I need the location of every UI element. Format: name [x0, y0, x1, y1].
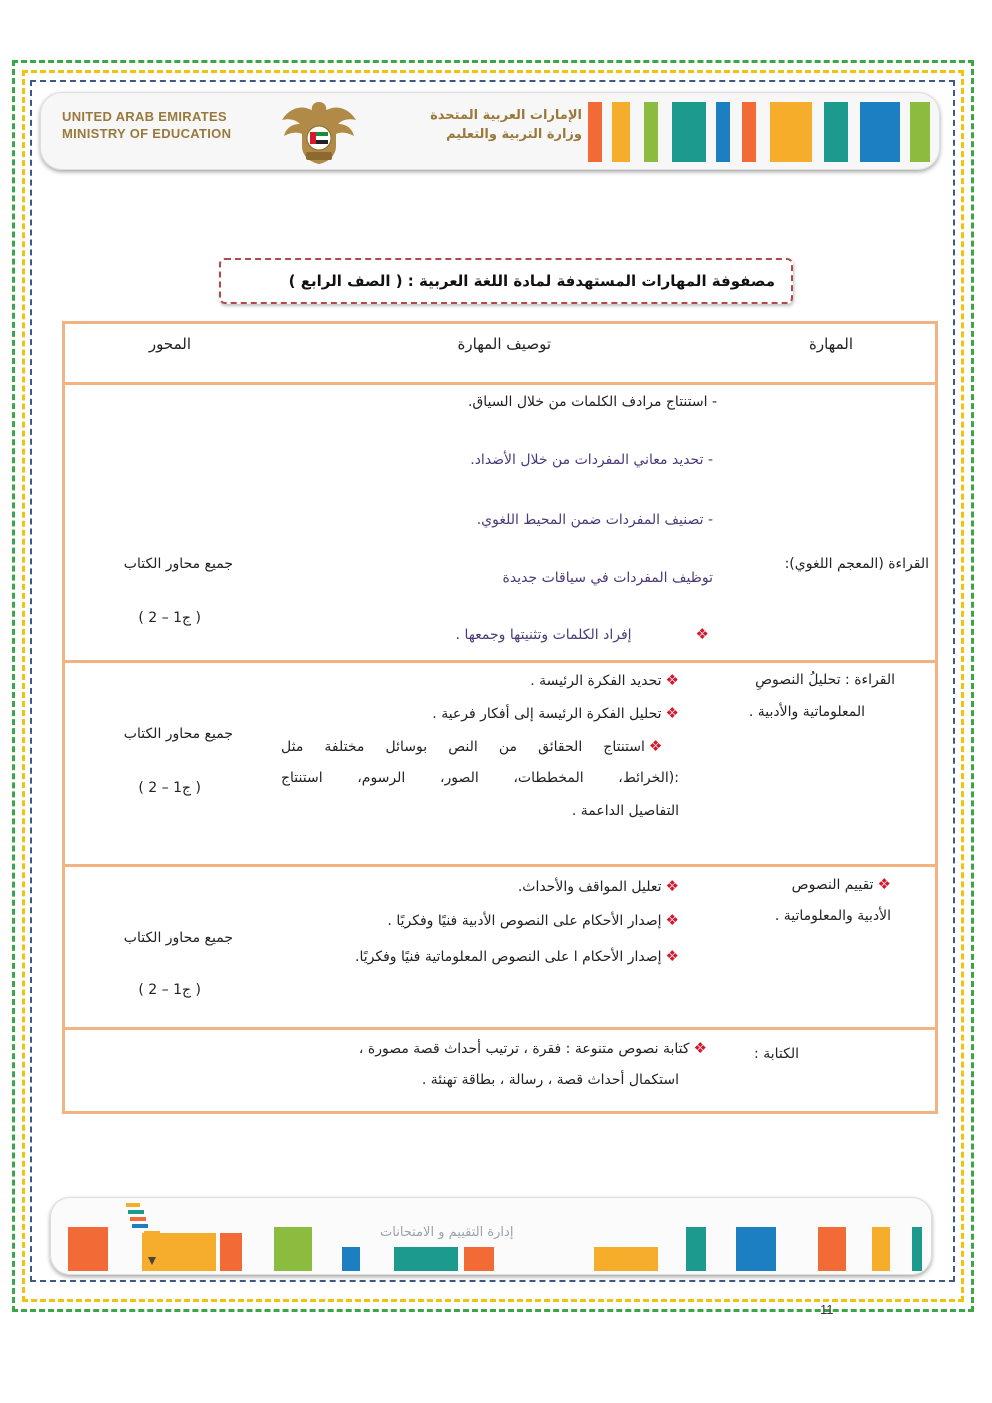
row1-range: ( ج1 – 2 ) — [138, 610, 201, 626]
row2-item: تحديد الفكرة الرئيسة . — [530, 673, 662, 689]
diamond-bullet-icon: ❖ — [648, 737, 679, 755]
row1-item: إفراد الكلمات وتثنيتها وجمعها . — [455, 627, 632, 643]
footer-block — [342, 1247, 360, 1271]
row1-item: - تصنيف المفردات ضمن المحيط اللغوي. — [476, 512, 713, 528]
uae-emblem-icon — [280, 96, 358, 168]
row2-item: استنتاج الحقائق من النص بوسائل مختلفة مثل — [281, 739, 645, 755]
row1-item: - تحديد معاني المفردات من خلال الأضداد. — [470, 452, 713, 468]
ministry-name-english — [62, 108, 231, 142]
header-bar — [612, 102, 630, 162]
header-bar — [588, 102, 602, 162]
header-bar — [644, 102, 658, 162]
pencil-icon — [126, 1201, 196, 1271]
row3-item: إصدار الأحكام على النصوص الأدبية فنيًا وفكريًا . — [387, 913, 662, 929]
title-box — [219, 258, 793, 304]
page-number: 11 — [820, 1302, 834, 1317]
header-skill: المهارة — [809, 335, 853, 353]
header-bar — [716, 102, 730, 162]
row1-bullet-item — [456, 624, 709, 645]
diamond-bullet-icon: ❖ — [665, 671, 679, 689]
footer-block — [464, 1247, 494, 1271]
header-bar — [672, 102, 706, 162]
row2-range: ( ج1 – 2 ) — [138, 780, 201, 796]
diamond-bullet-icon: ❖ — [665, 704, 679, 722]
row3-bullet-item — [518, 876, 679, 897]
row1-axis: جميع محاور الكتاب — [123, 556, 233, 572]
footer-department: إدارة التقييم و الامتحانات — [380, 1225, 514, 1240]
header-bar — [742, 102, 756, 162]
ministry-name-arabic — [372, 106, 582, 144]
en-line-2: MINISTRY OF EDUCATION — [62, 126, 232, 141]
footer-block — [274, 1227, 312, 1271]
diamond-bullet-icon: ❖ — [693, 1039, 707, 1057]
row3-item: إصدار الأحكام ا على النصوص المعلوماتية فنيًا وفكريًا. — [355, 949, 662, 965]
ar-line-1: الإمارات العربية المتحدة — [430, 108, 582, 123]
row2-axis: جميع محاور الكتاب — [123, 726, 233, 742]
row2-bullet-item — [281, 736, 679, 757]
row-divider — [65, 382, 935, 385]
header-bar — [770, 102, 812, 162]
header-description: توصيف المهارة — [457, 335, 551, 353]
page-title: مصفوفة المهارات المستهدفة لمادة اللغة العربية : ( الصف الرابع ) — [288, 272, 775, 290]
row4-item: كتابة نصوص متنوعة : فقرة ، ترتيب أحداث قصة مصورة ، — [358, 1041, 690, 1057]
footer-block — [394, 1247, 458, 1271]
header-axis: المحور — [148, 335, 191, 353]
ar-line-2: وزارة التربية والتعليم — [446, 127, 582, 142]
footer-block — [68, 1227, 108, 1271]
row2-skill-line1: القراءة : تحليلُ النصوصِ — [755, 672, 895, 688]
footer-block — [686, 1227, 706, 1271]
row3-skill-text: تقييم النصوص — [791, 877, 874, 893]
row3-skill-line1 — [792, 874, 891, 895]
row1-item: - استنتاج مرادف الكلمات من خلال السياق. — [467, 394, 717, 410]
skills-matrix-table — [62, 321, 938, 1114]
diamond-bullet-icon: ❖ — [665, 947, 679, 965]
header-bar — [824, 102, 848, 162]
row2-bullet-item — [432, 703, 679, 724]
footer-block — [912, 1227, 922, 1271]
row2-bullet-item — [530, 670, 679, 691]
row2-item: :(الخرائط، المخططات، الصور، الرسوم، استنتاج — [281, 770, 679, 786]
header-bar — [860, 102, 900, 162]
row3-axis: جميع محاور الكتاب — [123, 930, 233, 946]
footer-block — [594, 1247, 658, 1271]
row-divider — [65, 660, 935, 663]
row-divider — [65, 1027, 935, 1030]
ministry-header — [40, 92, 940, 170]
diamond-bullet-icon: ❖ — [665, 877, 679, 895]
row3-item: تعليل المواقف والأحداث. — [517, 879, 662, 895]
row2-item: تحليل الفكرة الرئيسة إلى أفكار فرعية . — [432, 706, 662, 722]
row3-range: ( ج1 – 2 ) — [138, 982, 201, 998]
row-divider — [65, 864, 935, 867]
row1-item: توظيف المفردات في سياقات جديدة — [502, 570, 713, 586]
row3-skill-line2: الأدبية والمعلوماتية . — [774, 908, 891, 924]
diamond-bullet-icon: ❖ — [877, 875, 891, 893]
en-line-1: UNITED ARAB EMIRATES — [62, 109, 227, 124]
row3-bullet-item — [355, 946, 679, 967]
footer-block — [220, 1233, 242, 1271]
row2-skill-line2: المعلوماتية والأدبية . — [748, 704, 865, 720]
row4-skill: الكتابة : — [754, 1046, 799, 1062]
assessment-footer — [50, 1197, 932, 1275]
row4-bullet-item — [359, 1038, 707, 1059]
footer-block — [736, 1227, 776, 1271]
row3-bullet-item — [387, 910, 679, 931]
row1-skill: القراءة (المعجم اللغوي): — [784, 556, 929, 572]
row4-item: استكمال أحداث قصة ، رسالة ، بطاقة تهنئة . — [421, 1072, 679, 1088]
diamond-bullet-icon: ❖ — [665, 911, 679, 929]
header-bar — [910, 102, 930, 162]
footer-block — [872, 1227, 890, 1271]
footer-block — [818, 1227, 846, 1271]
diamond-bullet-icon: ❖ — [695, 625, 709, 643]
row2-item: التفاصيل الداعمة . — [571, 803, 679, 819]
